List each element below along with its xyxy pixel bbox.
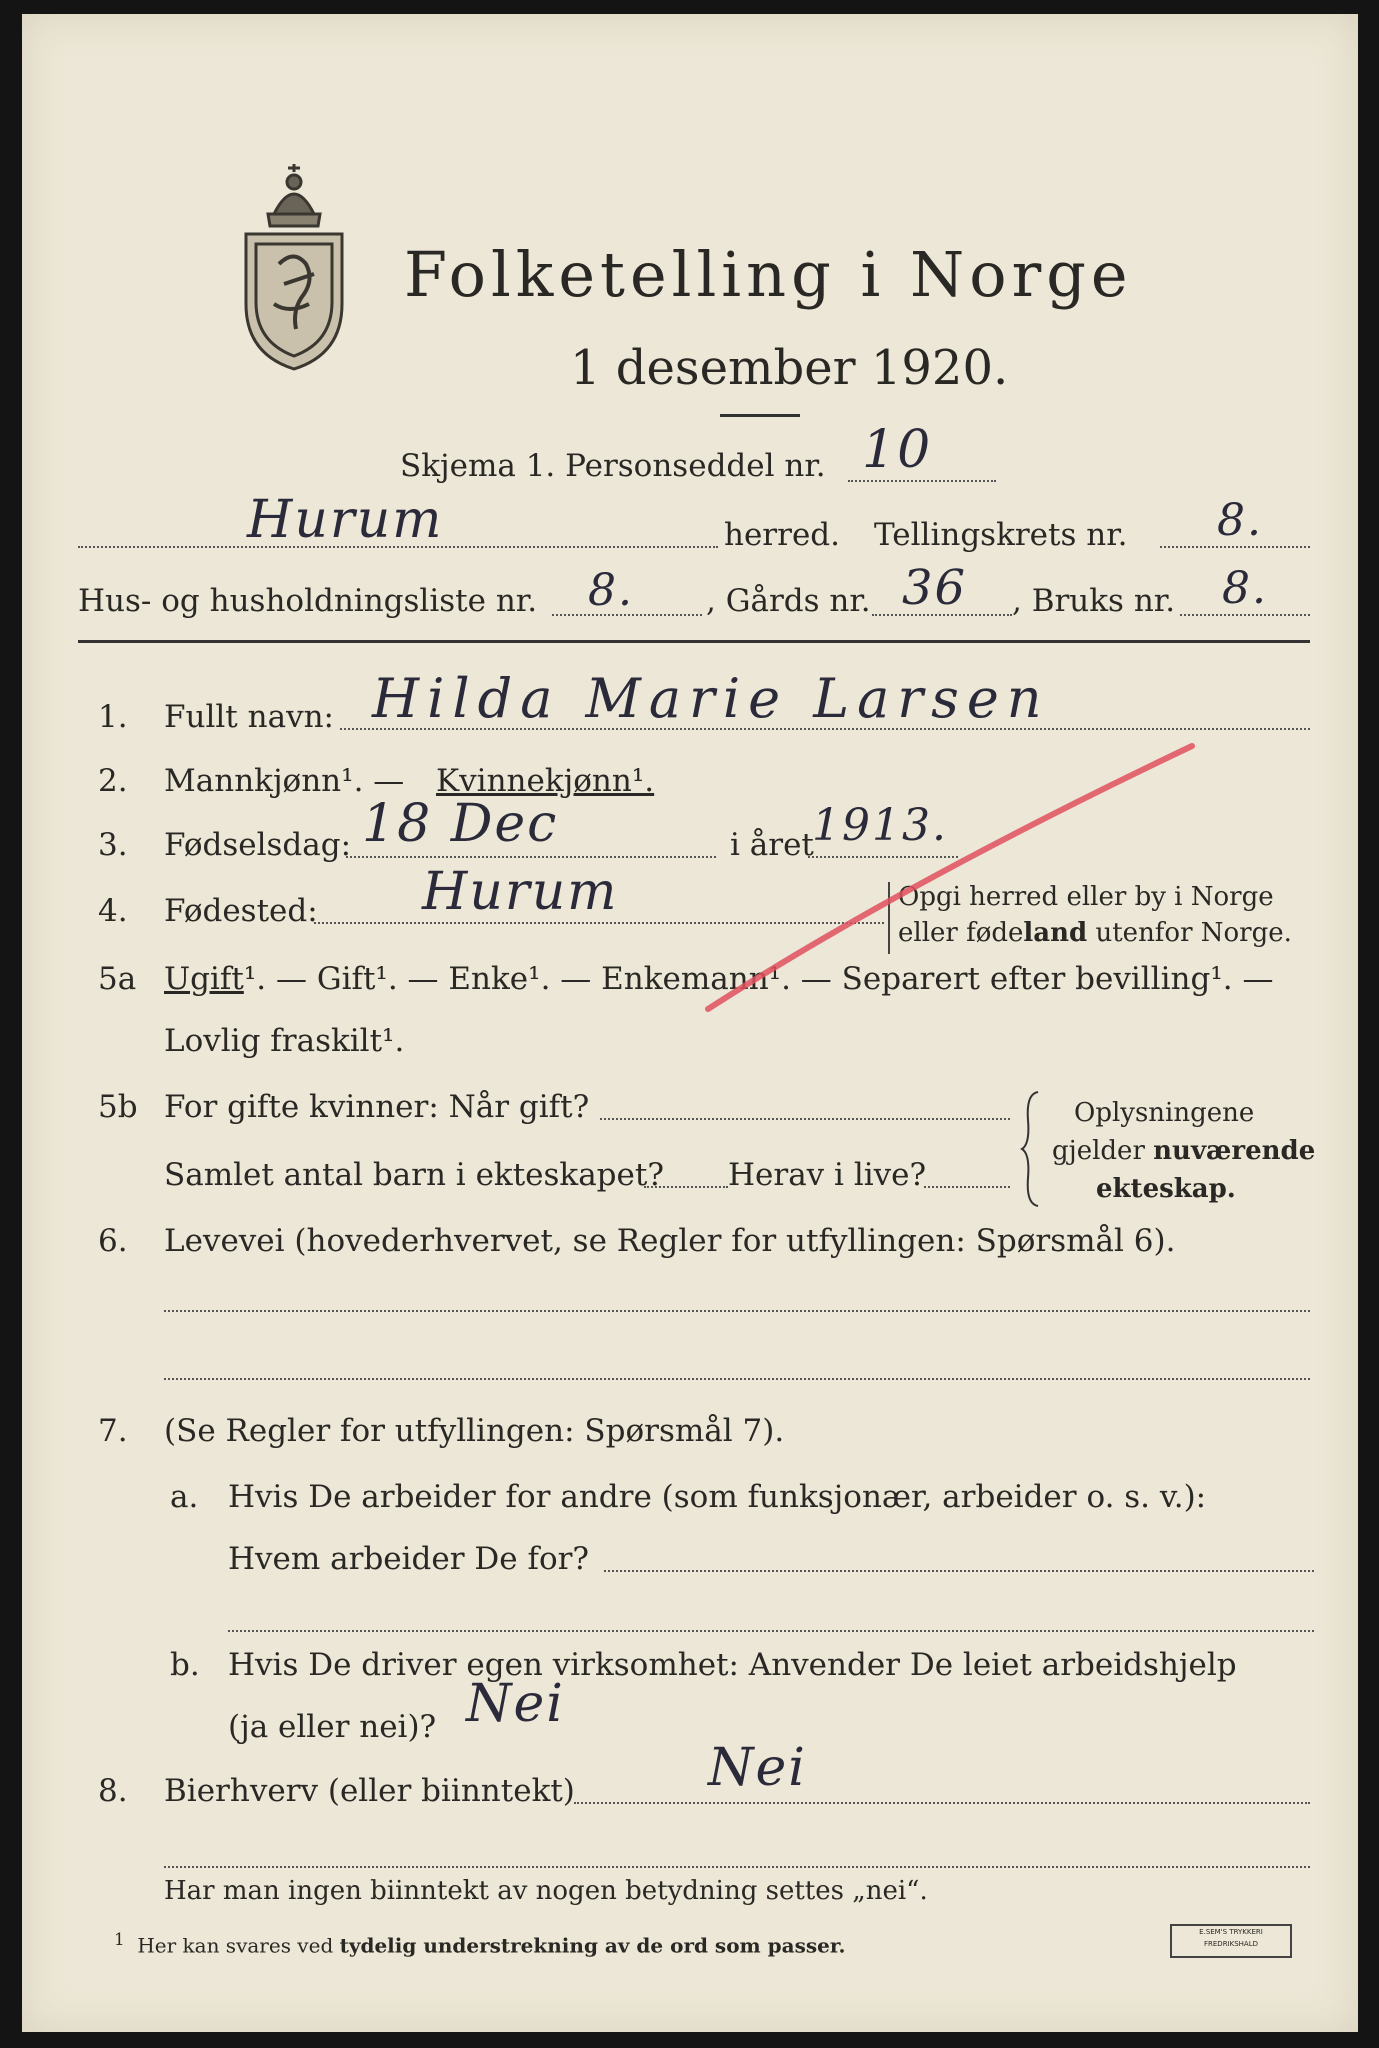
q6-number: 6.	[98, 1223, 128, 1259]
q5b-note1: Oplysningene	[1074, 1098, 1255, 1128]
q8-value[interactable]: Nei	[708, 1738, 807, 1798]
husholdning-label: Hus- og husholdningsliste nr.	[78, 583, 538, 619]
red-pencil-mark	[702, 734, 1202, 1024]
q5b-line2a-dots	[644, 1186, 728, 1188]
schema-value[interactable]: 10	[862, 420, 933, 480]
q4-label: Fødested:	[164, 893, 318, 929]
header-divider	[78, 640, 1310, 643]
q3-year-label: i året	[730, 827, 814, 863]
census-form	[22, 14, 1358, 2032]
schema-line	[848, 480, 996, 482]
bruks-line	[1180, 614, 1310, 616]
q5b-number: 5b	[98, 1089, 138, 1125]
q5b-line2b-dots	[924, 1186, 1010, 1188]
husholdning-value[interactable]: 8.	[588, 565, 634, 616]
q2-kvinne-underlined[interactable]: Kvinnekjønn¹.	[436, 763, 655, 799]
bruks-value[interactable]: 8.	[1222, 563, 1268, 614]
q3-value[interactable]: 18 Dec	[362, 794, 559, 854]
q5b-note3: ekteskap.	[1096, 1174, 1236, 1204]
form-title: Folketelling i Norge	[404, 238, 1133, 311]
herred-value[interactable]: Hurum	[247, 490, 444, 550]
q5b-line1-dots	[600, 1118, 1010, 1120]
q1-label: Fullt navn:	[164, 699, 334, 735]
q7-number: 7.	[98, 1413, 128, 1449]
census-date: 1 desember 1920.	[570, 340, 1009, 396]
q5b-note2: gjelder nuværende	[1052, 1136, 1316, 1166]
q6-line2	[164, 1378, 1310, 1380]
q1-value[interactable]: Hilda Marie Larsen	[372, 667, 1050, 730]
q2-mann: Mannkjønn¹. —	[164, 763, 405, 799]
q2-number: 2.	[98, 763, 128, 799]
q3-number: 3.	[98, 827, 128, 863]
herred-label: herred.	[724, 517, 840, 553]
q6-line1	[164, 1310, 1310, 1312]
footnote: $^1$ Her kan svares ved tydelig understrekning av de ord som passer.	[114, 1930, 846, 1958]
q5b-line2b: Herav i live?	[728, 1157, 927, 1193]
schema-label: Skjema 1. Personseddel nr.	[400, 448, 826, 484]
q8-line2	[164, 1866, 1310, 1868]
tellingskrets-line	[1160, 546, 1310, 548]
q7a-number: a.	[170, 1479, 199, 1515]
q5b-line1: For gifte kvinner: Når gift?	[164, 1089, 590, 1125]
q6-label: Levevei (hovederhvervet, se Regler for utfyllingen: Spørsmål 6).	[164, 1223, 1176, 1259]
q4-value[interactable]: Hurum	[422, 862, 619, 922]
footer-note: Har man ingen biinntekt av nogen betydning settes „nei“.	[164, 1876, 928, 1906]
tellingskrets-label: Tellingskrets nr.	[874, 517, 1128, 553]
q7a-line3-dots	[228, 1630, 1314, 1632]
gards-label: , Gårds nr.	[706, 583, 871, 619]
q7a-line1: Hvis De arbeider for andre (som funksjonær, arbeider o. s. v.):	[228, 1479, 1207, 1515]
q7b-value[interactable]: Nei	[466, 1674, 565, 1734]
q5b-brace-icon	[1018, 1090, 1042, 1208]
coat-of-arms-icon	[234, 164, 354, 374]
bruks-label: , Bruks nr.	[1012, 583, 1176, 619]
printer-stamp: E.SEM'S TRYKKERI FREDRIKSHALD	[1170, 1924, 1292, 1958]
tellingskrets-value[interactable]: 8.	[1217, 495, 1263, 546]
q4-number: 4.	[98, 893, 128, 929]
q8-line	[574, 1802, 1310, 1804]
q3-year-value[interactable]: 1913.	[812, 800, 948, 851]
q3-line	[346, 856, 716, 858]
q5a-ugift-underlined[interactable]: Ugift	[164, 961, 244, 997]
q7-label: (Se Regler for utfyllingen: Spørsmål 7).	[164, 1413, 785, 1449]
q4-note-line1: Opgi herred eller by i Norge	[898, 882, 1274, 912]
q8-number: 8.	[98, 1773, 128, 1809]
q5a-line2: Lovlig fraskilt¹.	[164, 1023, 405, 1059]
q7a-line2: Hvem arbeider De for?	[228, 1541, 590, 1577]
q5a-number: 5a	[98, 961, 137, 997]
q7a-line2-dots	[604, 1570, 1314, 1572]
gards-value[interactable]: 36	[902, 560, 968, 616]
q5b-line2a: Samlet antal barn i ekteskapet?	[164, 1157, 664, 1193]
q1-number: 1.	[98, 699, 128, 735]
q7b-number: b.	[170, 1647, 200, 1683]
q4-note-line2: eller fødeland utenfor Norge.	[898, 918, 1292, 948]
q5a-options: Ugift¹. — Gift¹. — Enke¹. — Enkemann¹. — Separert efter bevilling¹. —	[164, 961, 1274, 997]
q8-label: Bierhverv (eller biinntekt)	[164, 1773, 575, 1809]
q7b-line1: Hvis De driver egen virksomhet: Anvender De leiet arbeidshjelp	[228, 1647, 1237, 1683]
title-divider	[720, 414, 800, 417]
q3-label: Fødselsdag:	[164, 827, 352, 863]
q7b-line2: (ja eller nei)?	[228, 1709, 437, 1745]
